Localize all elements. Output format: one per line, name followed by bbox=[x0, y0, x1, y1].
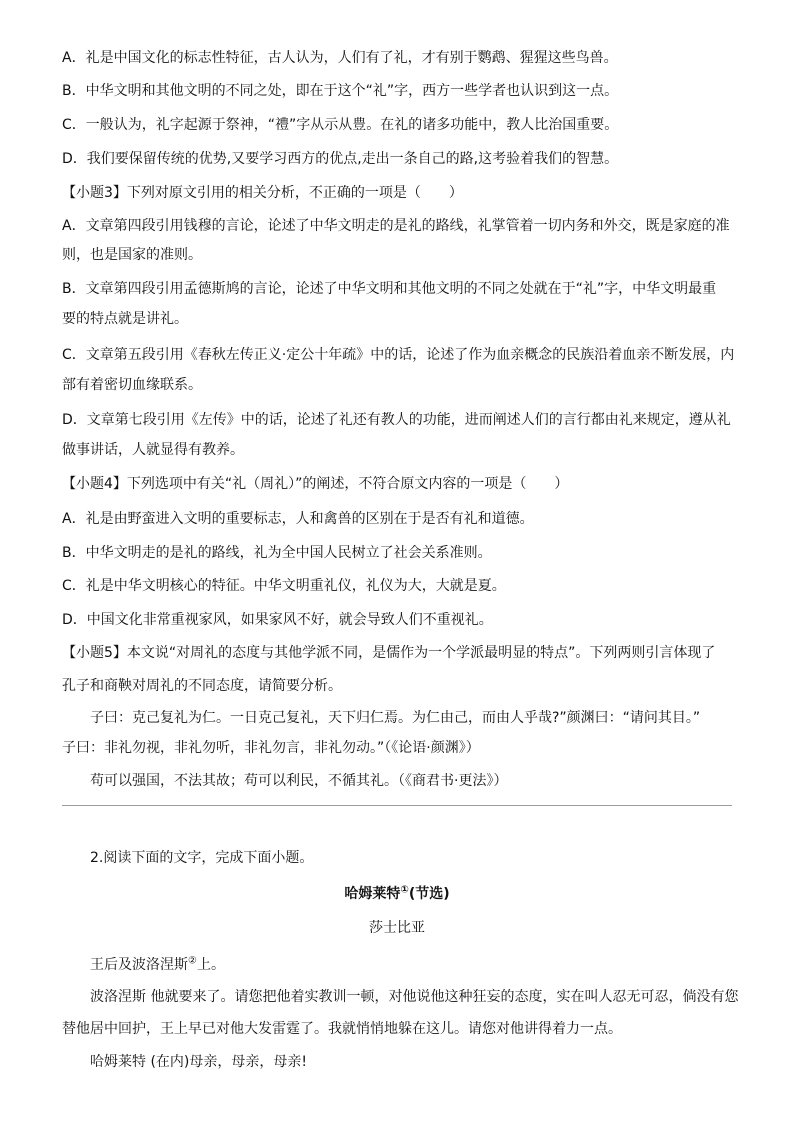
section-divider bbox=[62, 805, 732, 806]
q3-option-d-line2: 做事讲话，人就显得有教养。 bbox=[62, 442, 244, 458]
section-2-intro: 2.阅读下面的文字，完成下面小题。 bbox=[90, 850, 314, 866]
option-c: C．一般认为，礼字起源于祭神，“禮”字从示从豊。在礼的诸多功能中，教人比治国重要。 bbox=[62, 117, 619, 133]
stage-direction-text: 王后及波洛涅斯 bbox=[90, 957, 188, 973]
footnote-marker-2: ② bbox=[188, 955, 197, 967]
passage-title-suffix: (节选) bbox=[408, 886, 450, 902]
q4-option-d: D．中国文化非常重视家风，如果家风不好，就会导致人们不重视礼。 bbox=[62, 612, 493, 628]
q3-option-b-line1: B．文章第四段引用孟德斯鸠的言论，论述了中华文明和其他文明的不同之处就在于“礼”字，中华文明最重 bbox=[62, 281, 717, 297]
passage-title bbox=[0, 884, 794, 904]
option-a: A．礼是中国文化的标志性特征，古人认为，人们有了礼，才有别于鹦鹉、猩猩这些鸟兽。 bbox=[62, 50, 618, 66]
q4-option-a: A．礼是由野蛮进入文明的重要标志，人和禽兽的区别在于是否有礼和道德。 bbox=[62, 511, 534, 527]
q4-option-b: B．中华文明走的是礼的路线，礼为全中国人民树立了社会关系准则。 bbox=[62, 545, 492, 561]
quote-1-line2: 子曰：非礼勿视，非礼勿听，非礼勿言，非礼勿动。”（《论语·颜渊》） bbox=[62, 740, 480, 756]
q4-option-c: C．礼是中华文明核心的特征。中华文明重礼仪，礼仪为大，大就是夏。 bbox=[62, 578, 506, 594]
quote-2: 苟可以强国，不法其故；苟可以利民，不循其礼。（《商君书·更法》） bbox=[90, 773, 508, 789]
footnote-marker-1: ① bbox=[400, 884, 409, 896]
q3-option-a-line2: 则，也是国家的准则。 bbox=[62, 247, 202, 263]
q3-option-b-line2: 要的特点就是讲礼。 bbox=[62, 311, 188, 327]
q3-option-a-line1: A．文章第四段引用钱穆的言论，论述了中华文明走的是礼的路线，礼掌管着一切内务和外交，既是家庭的准 bbox=[62, 218, 730, 234]
q3-option-c-line1: C．文章第五段引用《春秋左传正义·定公十年疏》中的话，论述了作为血亲概念的民族沿着血亲不断发展，内 bbox=[62, 347, 735, 363]
question-5-stem-line2: 孔子和商鞅对周礼的不同态度，请简要分析。 bbox=[62, 678, 342, 694]
question-3-stem: 【小题3】下列对原文引用的相关分析，不正确的一项是（ ） bbox=[62, 185, 463, 201]
dialogue-polonius-line2: 替他居中回护，王上早已对他大发雷霆了。我就悄悄地躲在这儿。请您对他讲得着力一点。 bbox=[62, 1021, 622, 1037]
stage-direction-suffix: 上。 bbox=[196, 957, 225, 973]
passage-author: 莎士比亚 bbox=[369, 920, 425, 936]
q3-option-c-line2: 部有着密切血缘联系。 bbox=[62, 377, 202, 393]
q3-option-d-line1: D．文章第七段引用《左传》中的话，论述了礼还有教人的功能，进而阐述人们的言行都由礼来规定，遵从礼 bbox=[62, 412, 731, 428]
option-b: B．中华文明和其他文明的不同之处，即在于这个“礼”字，西方一些学者也认识到这一点。 bbox=[62, 83, 619, 99]
stage-direction bbox=[90, 955, 225, 975]
question-5-stem-line1: 【小题5】本文说“对周礼的态度与其他学派不同，是儒作为一个学派最明显的特点”。下列两则引言体现了 bbox=[62, 645, 716, 661]
dialogue-polonius-line1: 波洛涅斯 他就要来了。请您把他着实教训一顿，对他说他这种狂妄的态度，实在叫人忍无可忍，倘没有您 bbox=[90, 989, 739, 1005]
quote-1-line1: 子曰：克己复礼为仁。一日克己复礼，天下归仁焉。为仁由己，而由人乎哉?”颜渊曰：“请问其目。” bbox=[90, 710, 701, 726]
dialogue-hamlet: 哈姆莱特 (在内)母亲，母亲，母亲! bbox=[90, 1054, 307, 1070]
passage-title-text: 哈姆莱特 bbox=[344, 886, 401, 902]
question-4-stem: 【小题4】下列选项中有关“礼（周礼）”的阐述，不符合原文内容的一项是（ ） bbox=[62, 476, 569, 492]
option-d: D．我们要保留传统的优势,又要学习西方的优点,走出一条自己的路,这考验着我们的智慧。 bbox=[62, 151, 619, 167]
